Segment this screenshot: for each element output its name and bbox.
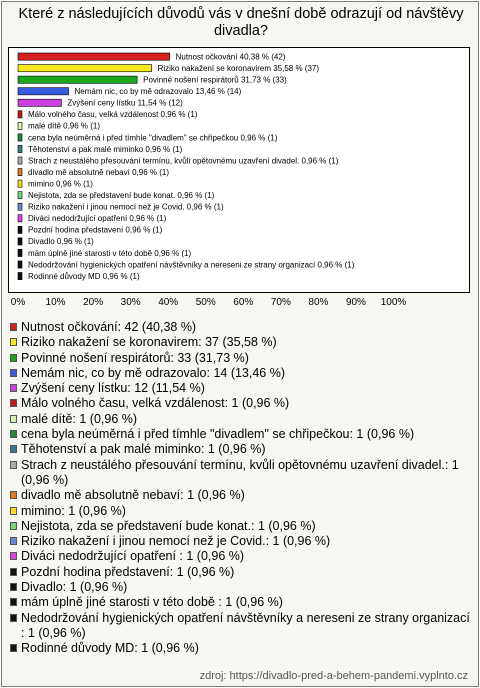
legend-item bbox=[10, 335, 472, 350]
legend-item bbox=[10, 320, 472, 335]
bar-label: Zvýšení ceny lístku 11,54 % (12) bbox=[67, 98, 183, 108]
chart-title: Které z následujících důvodů vás v dnešní době odrazují od návštěvy divadla? bbox=[18, 6, 464, 39]
x-tick-label: 100% bbox=[380, 297, 407, 308]
legend-item bbox=[10, 351, 472, 366]
bar-label: Nemám nic, co by mě odrazovalo 13,46 % (14) bbox=[74, 87, 242, 97]
legend-label: Diváci nedodržující opatření : 1 (0,96 %) bbox=[21, 549, 245, 564]
legend-label: Nemám nic, co by mě odrazovalo: 14 (13,46 %) bbox=[21, 365, 286, 380]
legend-label: cena byla neúměrná i před tímhle "divadlem" se chřipečkou: 1 (0,96 %) bbox=[21, 427, 415, 442]
x-tick-label: 90% bbox=[345, 297, 366, 308]
bar bbox=[18, 203, 22, 210]
bar-label: Těhotenství a pak malé miminko 0,96 % (1) bbox=[28, 144, 183, 154]
legend-item bbox=[10, 396, 472, 411]
bar bbox=[18, 145, 22, 152]
bar bbox=[18, 169, 22, 176]
bar bbox=[18, 157, 22, 164]
legend-swatch bbox=[10, 461, 17, 469]
x-tick-label: 80% bbox=[308, 297, 329, 308]
bar-label: Nejistota, zda se představení bude konat. 0,96 % (1) bbox=[28, 191, 215, 200]
bar-label: Málo volného času, velká vzdálenost 0,96 % (1) bbox=[28, 110, 198, 120]
legend-label: Nedodržování hygienických opatření návštěvníky a nereseni ze strany organizací : 1 (0,96 %) bbox=[21, 610, 470, 640]
bar bbox=[18, 76, 137, 83]
legend-swatch bbox=[10, 399, 17, 407]
legend-swatch bbox=[10, 338, 17, 346]
legend-label: Těhotenství a pak malé miminko: 1 (0,96 %) bbox=[21, 442, 266, 457]
legend-label: Nejistota, zda se představení bude konat.: 1 (0,96 %) bbox=[21, 518, 316, 533]
legend-item bbox=[10, 565, 472, 580]
bar bbox=[18, 88, 69, 95]
bar bbox=[18, 122, 22, 129]
legend-swatch bbox=[10, 384, 17, 392]
bar-label: Riziko nakažení i jinou nemocí než je Covid. 0,96 % (1) bbox=[28, 202, 224, 212]
bar bbox=[18, 215, 22, 222]
bar-label: Rodinné důvody MD 0,96 % (1) bbox=[28, 271, 140, 281]
legend-swatch bbox=[10, 369, 17, 377]
bar-label: divadlo mě absolutně nebaví 0,96 % (1) bbox=[28, 167, 169, 177]
legend-swatch bbox=[10, 323, 17, 331]
legend-swatch bbox=[10, 522, 17, 530]
bar-label: Diváci nedodržující opatření 0,96 % (1) bbox=[28, 214, 167, 224]
bar-label: Povinné nošení respirátorů 31,73 % (33) bbox=[143, 75, 287, 85]
bar bbox=[18, 134, 22, 141]
bar-label: malé dítě 0,96 % (1) bbox=[28, 121, 101, 131]
legend-label: Riziko nakažení i jinou nemocí než je Covid.: 1 (0,96 %) bbox=[21, 534, 331, 549]
x-tick-label: 60% bbox=[233, 297, 254, 308]
bar-label: Nutnost očkování 40,38 % (42) bbox=[175, 52, 286, 62]
legend-label: Rodinné důvody MD: 1 (0,96 %) bbox=[21, 641, 199, 656]
legend-swatch bbox=[10, 445, 17, 453]
bar-label: mimino 0,96 % (1) bbox=[28, 179, 93, 189]
legend-item bbox=[10, 381, 472, 396]
legend-label: Nutnost očkování: 42 (40,38 %) bbox=[21, 320, 197, 334]
bar bbox=[18, 99, 61, 106]
legend-item bbox=[10, 549, 472, 564]
legend-swatch bbox=[10, 491, 17, 499]
legend-label: Málo volného času, velká vzdálenost: 1 (0,96 %) bbox=[21, 396, 290, 411]
bar-label: Divadlo 0,96 % (1) bbox=[28, 237, 94, 247]
bar bbox=[18, 53, 170, 60]
x-tick-label: 20% bbox=[83, 297, 104, 308]
legend-swatch bbox=[10, 430, 17, 438]
legend-item bbox=[10, 412, 472, 427]
legend-item bbox=[10, 595, 472, 610]
legend-label: divadlo mě absolutně nebaví: 1 (0,96 %) bbox=[21, 488, 245, 503]
legend-label: Pozdní hodina představení: 1 (0,96 %) bbox=[21, 564, 235, 579]
bar-label: Riziko nakažení se koronavirem 35,58 % (37) bbox=[157, 63, 320, 73]
legend-item bbox=[10, 488, 472, 503]
bar-label: Strach z neustálého přesouvání termínu, kvůli opětovnému uzavření divadel. 0,96 % (1) bbox=[28, 156, 339, 166]
legend-label: Zvýšení ceny lístku: 12 (11,54 %) bbox=[21, 381, 205, 396]
legend-item bbox=[10, 442, 472, 457]
legend-item bbox=[10, 534, 472, 549]
bar bbox=[18, 226, 22, 233]
legend-swatch bbox=[10, 583, 17, 591]
legend-swatch bbox=[10, 598, 17, 606]
bar bbox=[18, 238, 22, 245]
legend-label: mimino: 1 (0,96 %) bbox=[21, 503, 126, 518]
legend-label: Divadlo: 1 (0,96 %) bbox=[21, 580, 128, 595]
source-link[interactable]: zdroj: https://divadlo-pred-a-behem-pandemi.vyplnto.cz bbox=[199, 670, 468, 682]
chart-frame bbox=[1, 1, 479, 687]
bar bbox=[18, 192, 22, 199]
bar bbox=[18, 249, 22, 256]
bar-label: Nedodržování hygienických opatření návštěvníky a nereseni ze strany organizací 0,96 % (1) bbox=[28, 260, 355, 270]
bar bbox=[18, 111, 22, 118]
x-tick-label: 70% bbox=[270, 297, 291, 308]
legend-item bbox=[10, 504, 472, 519]
legend-swatch bbox=[10, 507, 17, 515]
legend-swatch bbox=[10, 614, 17, 622]
legend-label: Povinné nošení respirátorů: 33 (31,73 %) bbox=[21, 350, 249, 365]
legend-swatch bbox=[10, 537, 17, 545]
x-tick-label: 10% bbox=[45, 297, 66, 308]
legend-item bbox=[10, 641, 472, 656]
legend-item bbox=[10, 580, 472, 595]
legend-item bbox=[10, 458, 472, 489]
legend-item bbox=[10, 611, 472, 642]
legend-item bbox=[10, 519, 472, 534]
legend-label: Strach z neustálého přesouvání termínu, kvůli opětovnému uzavření divadel.: 1 (0,96 %) bbox=[21, 457, 459, 487]
legend bbox=[10, 320, 472, 657]
legend-swatch bbox=[10, 354, 17, 362]
bar-label: mám úplně jiné starosti v této době 0,96 % (1) bbox=[28, 248, 192, 258]
x-tick-label: 50% bbox=[195, 297, 216, 308]
legend-swatch bbox=[10, 552, 17, 560]
legend-swatch bbox=[10, 415, 17, 423]
legend-swatch bbox=[10, 644, 17, 652]
x-tick-label: 30% bbox=[120, 297, 141, 308]
bar-label: cena byla neúměrná i před tímhle "divadlem" se chřipečkou 0,96 % (1) bbox=[28, 133, 278, 143]
legend-swatch bbox=[10, 568, 17, 576]
x-tick-label: 0% bbox=[10, 297, 26, 308]
legend-label: mám úplně jiné starosti v této době : 1 (0,96 %) bbox=[21, 595, 283, 610]
bar bbox=[18, 65, 152, 72]
legend-item bbox=[10, 427, 472, 442]
legend-label: Riziko nakažení se koronavirem: 37 (35,58 %) bbox=[21, 335, 277, 350]
legend-item bbox=[10, 366, 472, 381]
bar bbox=[18, 261, 22, 268]
bar-label: Pozdní hodina představení 0,96 % (1) bbox=[28, 225, 163, 235]
bar bbox=[18, 272, 22, 279]
bar bbox=[18, 180, 22, 187]
legend-label: malé dítě: 1 (0,96 %) bbox=[21, 411, 138, 426]
x-tick-label: 40% bbox=[158, 297, 179, 308]
